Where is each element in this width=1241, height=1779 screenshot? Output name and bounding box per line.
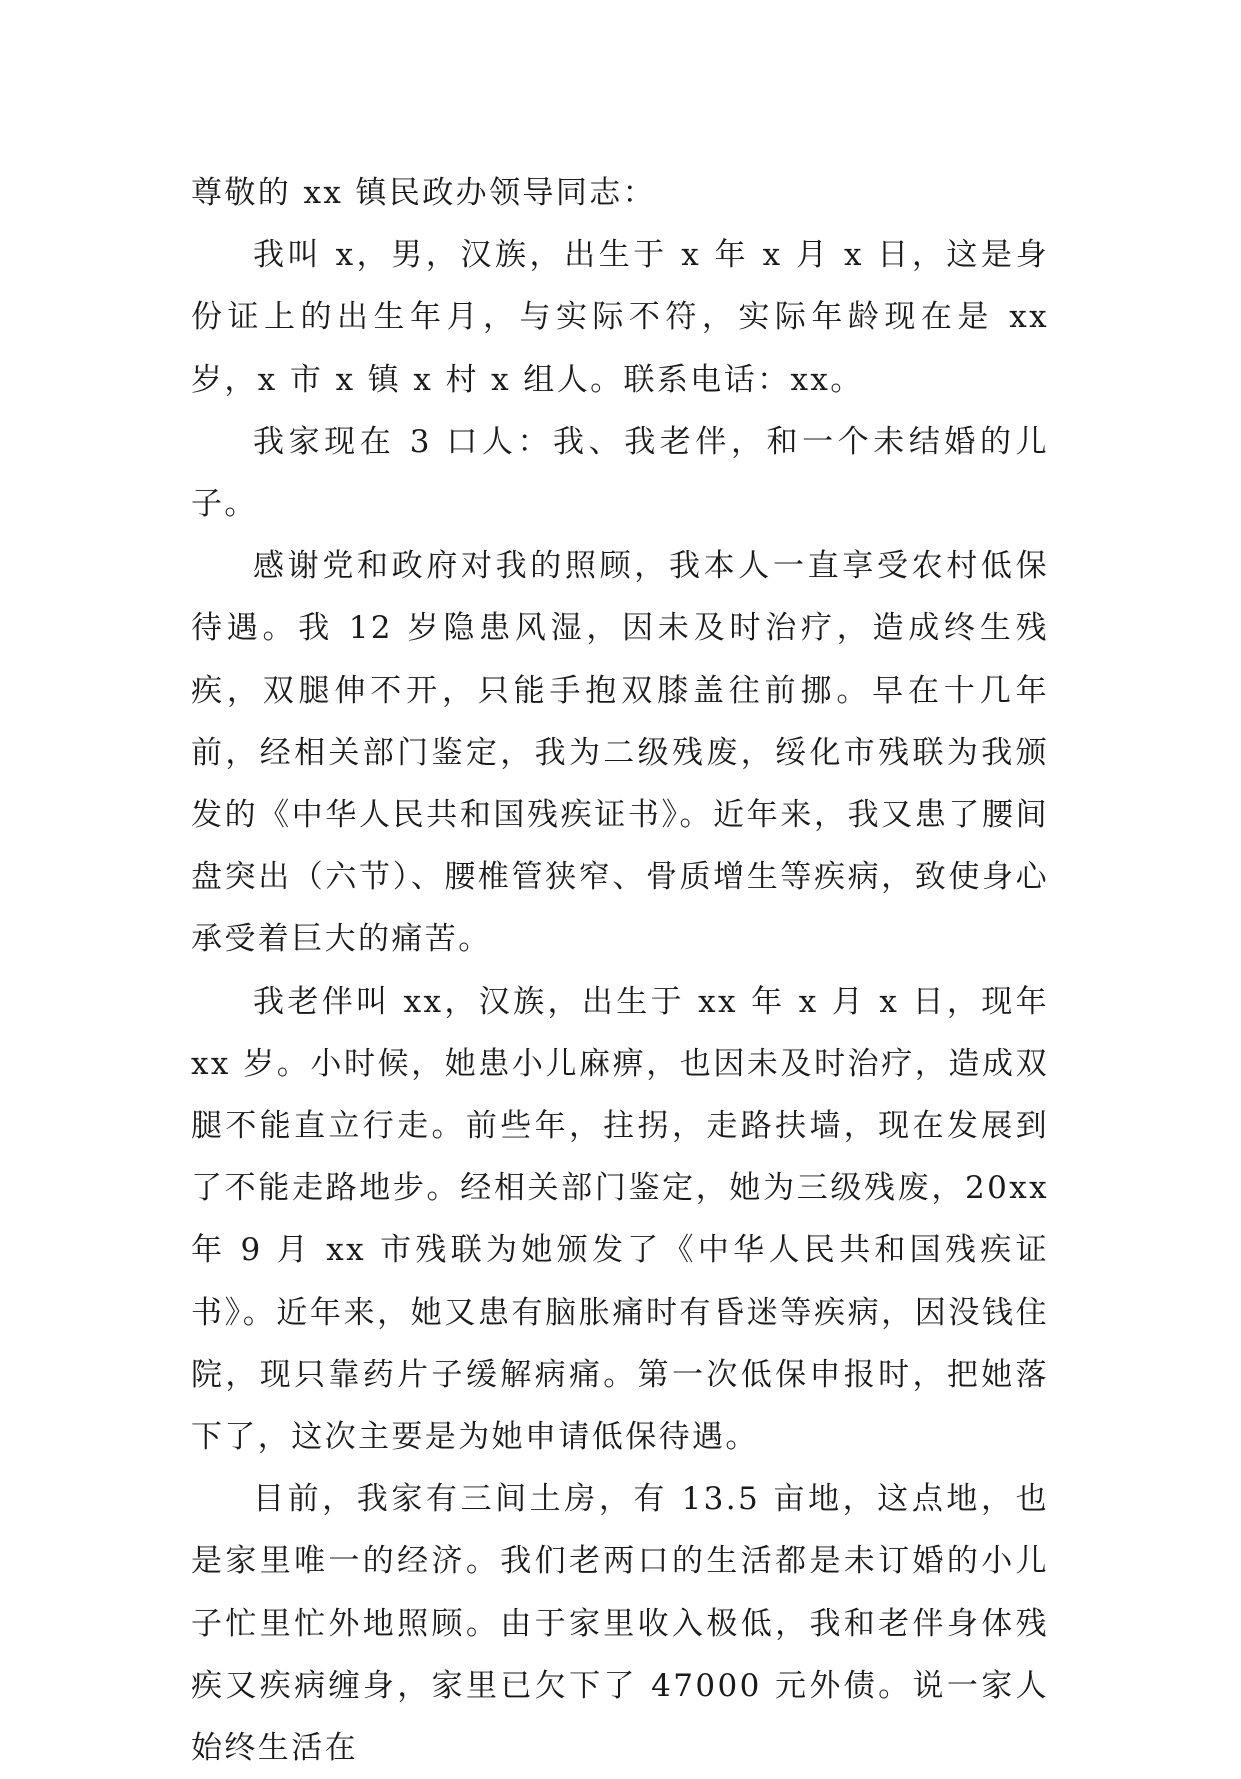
salutation: 尊敬的 xx 镇民政办领导同志： [191,175,657,211]
paragraph-household-economy: 目前，我家有三间土房，有 13.5 亩地，这点地，也是家里唯一的经济。我们老两口的生活都是未订婚的小儿子忙里忙外地照顾。由于家里收入极低，我和老伴身体残疾又疾病缠身，家里已欠下了 47000 元外债。说一家人始终生活在 [191,1481,1049,1767]
paragraph-spouse-condition: 我老伴叫 xx，汉族，出生于 xx 年 x 月 x 日，现年 xx 岁。小时候，她患小儿麻痹，也因未及时治疗，造成双腿不能直立行走。前些年，拄拐，走路扶墙，现在发展到了不能走路地步。经相关部门鉴定，她为三级残废，20xx 年 9 月 xx 市残联为她颁发了《中华人民共和国残疾证书》。近年来，她又患有脑胀痛时有昏迷等疾病，因没钱住院，现只靠药片子缓解病痛。第一次低保申报时，把她落下了，这次主要是为她申请低保待遇。 [191,983,1049,1456]
paragraph-self-condition: 感谢党和政府对我的照顾，我本人一直享受农村低保待遇。我 12 岁隐患风湿，因未及时治疗，造成终生残疾，双腿伸不开，只能手抱双膝盖往前挪。早在十几年前，经相关部门鉴定，我为二级残废，绥化市残联为我颁发的《中华人民共和国残疾证书》。近年来，我又患了腰间盘突出（六节）、腰椎管狭窄、骨质增生等疾病，致使身心承受着巨大的痛苦。 [191,548,1049,958]
letter-body [191,162,1049,1779]
paragraph-family: 我家现在 3 口人：我、我老伴，和一个未结婚的儿子。 [191,423,1049,523]
paragraph-identity: 我叫 x，男，汉族，出生于 x 年 x 月 x 日，这是身份证上的出生年月，与实际不符，实际年龄现在是 xx 岁，x 市 x 镇 x 村 x 组人。联系电话：xx。 [191,237,1049,398]
